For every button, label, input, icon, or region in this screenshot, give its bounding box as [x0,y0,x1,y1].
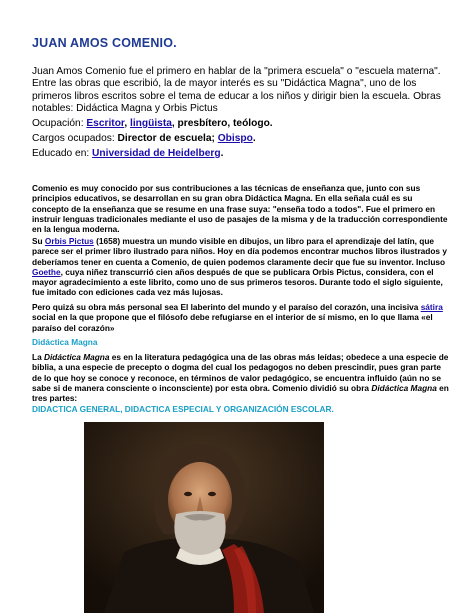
ocupacion-rest: , presbítero, teólogo. [171,118,273,129]
comenius-portrait [84,422,324,613]
cargos-value: Director de escuela [117,133,212,144]
p2-text-a: Su [32,236,45,246]
ocupacion-sep: , [124,118,130,129]
educado-line [32,148,450,159]
cargos-end: . [252,133,256,144]
ocupacion-label: Ocupación: [32,118,87,129]
p2-text-c: , cuya niñez transcurrió cien años después de que se publicara Orbis Pictus, considera, con el mayor agradecimiento a este librito, como uno de sus primeros tesoros. Durante todo el siglo siguiente, fue imitado con ediciones cada vez más lujosas. [32,266,443,298]
parts-heading: DIDACTICA GENERAL, DIDACTICA ESPECIAL Y ORGANIZACIÓN ESCOLAR. [32,404,334,414]
link-escritor[interactable]: Escritor [86,118,125,129]
paragraph-didactica-magna [32,352,450,403]
heading-didactica-magna: Didáctica Magna [32,337,98,347]
ocupacion-line [32,118,450,129]
portrait-illustration [84,422,324,613]
cargos-line [32,133,450,144]
intro-paragraph: Juan Amos Comenio fue el primero en hablar de la "primera escuela" o "escuela materna". Entre las obras que escribió, la de mayor interés es su "Didáctica Magna", uno de los primeros libros escritos sobre el tema de educar a los niños y dirigir bien la escuela. Obras notables: Didáctica Magna y Orbis Pictus [32,66,441,115]
p3-text-b: social en la que propone que el filósofo debe refugiarse en el interior de sí mismo, en lo que llama «el paraíso del corazón» [32,312,433,333]
educado-end: . [220,148,224,159]
page-title: JUAN AMOS COMENIO. [32,36,177,50]
cargos-sep: ; [211,133,218,144]
p4-em: Didáctica Magna [44,352,110,362]
link-goethe[interactable]: Goethe [32,266,61,277]
p3-text-a: Pero quizá su obra más personal sea El laberinto del mundo y el paraíso del corazón, una incisiva [32,302,421,312]
p2-text-b: (1658) muestra un mundo visible en dibujos, un libro para el aprendizaje del latín, que parece ser el primer libro ilustrado para niños. Hoy en día podemos encontrar muchos libros ilustrados y deberíamos tener en cuenta a Comenio, de quien podemos claramente decir que fue su inventor. Incluso [32,236,447,267]
cargos-label: Cargos ocupados: [32,133,118,144]
paragraph-orbis-pictus [32,236,450,298]
p4-text-a: La [32,352,44,362]
p4-em2: Didáctica Magna [371,382,437,393]
link-satira[interactable]: sátira [420,302,443,312]
link-heidelberg[interactable]: Universidad de Heidelberg [92,148,221,159]
link-orbis-pictus[interactable]: Orbis Pictus [44,236,94,246]
link-obispo[interactable]: Obispo [217,133,253,144]
link-linguista[interactable]: lingüista [130,118,172,129]
paragraph-contribuciones: Comenio es muy conocido por sus contribuciones a las técnicas de enseñanza que, junto con sus principios educativos, se desarrollan en su gran obra Didáctica Magna. En ella señala cuál es su concepto de la enseñanza que se resume en una frase suya: "enseña todo a todos". Fue el primero en instruir lenguas tradicionales mediante el uso de pasajes de la misma y de la traducción correspondiente en la lengua moderna. [32,183,448,235]
p4-text-b: es en la literatura pedagógica una de las obras más leídas; obedece a una especie de biblia, a una especie de precepto o dogma del cual los pedagogos no deben prescindir, pues gran parte de lo que hoy se conoce y reconoce, en términos de valor pedagógico, se encuentra influido (aún no se sabe si de manera consciente o inconsciente) por esta obra. Comenio dividió su obra [32,352,449,393]
educado-label: Educado en: [32,148,93,159]
p4-text-c: en tres partes: [32,382,449,404]
paragraph-laberinto [32,302,450,333]
